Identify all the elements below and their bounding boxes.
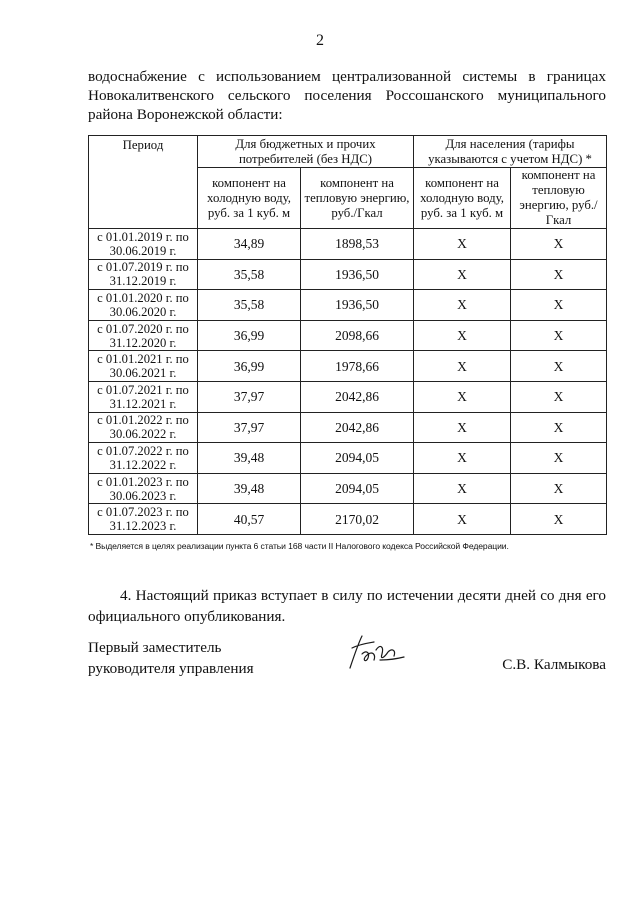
period-cell: с 01.01.2020 г. по 30.06.2020 г. [89,290,198,321]
cold-water-budget-cell: 35,58 [198,290,301,321]
period-cell: с 01.01.2023 г. по 30.06.2023 г. [89,473,198,504]
heat-budget-cell: 1978,66 [301,351,414,382]
cold-water-population-cell: X [414,320,511,351]
table-row [89,290,607,321]
table-row [89,443,607,474]
cold-water-population-cell: X [414,381,511,412]
tariff-rows [89,229,607,535]
table-row [89,504,607,535]
table-row [89,351,607,382]
heat-population-cell: X [511,320,607,351]
heat-budget-cell: 1898,53 [301,229,414,260]
heat-population-cell: X [511,504,607,535]
header-cold-water-budget: компонент на холодную воду, руб. за 1 куб. м [198,168,301,229]
heat-population-cell: X [511,443,607,474]
heat-budget-cell: 2098,66 [301,320,414,351]
heat-population-cell: X [511,473,607,504]
signatory-title-line-1: Первый заместитель [88,639,222,656]
table-row [89,229,607,260]
cold-water-budget-cell: 35,58 [198,259,301,290]
cold-water-budget-cell: 39,48 [198,443,301,474]
cold-water-budget-cell: 36,99 [198,351,301,382]
header-group-budget: Для бюджетных и прочих потребителей (без НДС) [198,136,414,168]
cold-water-budget-cell: 36,99 [198,320,301,351]
header-period: Период [89,136,198,229]
paragraph-4: 4. Настоящий приказ вступает в силу по истечении десяти дней со дня его официального опубликования. [88,587,606,625]
cold-water-budget-cell: 39,48 [198,473,301,504]
period-cell: с 01.01.2019 г. по 30.06.2019 г. [89,229,198,260]
heat-budget-cell: 2094,05 [301,473,414,504]
cold-water-population-cell: X [414,351,511,382]
table-row [89,320,607,351]
cold-water-population-cell: X [414,290,511,321]
heat-population-cell: X [511,351,607,382]
signatory-name: С.В. Калмыкова [502,656,606,673]
period-cell: с 01.07.2021 г. по 31.12.2021 г. [89,381,198,412]
period-cell: с 01.07.2023 г. по 31.12.2023 г. [89,504,198,535]
heat-budget-cell: 1936,50 [301,290,414,321]
cold-water-population-cell: X [414,473,511,504]
heat-population-cell: X [511,229,607,260]
heat-budget-cell: 2042,86 [301,381,414,412]
header-heat-population: компонент на тепловую энергию, руб./Гкал [511,168,607,229]
heat-population-cell: X [511,259,607,290]
page-number: 2 [316,32,324,49]
header-group-population: Для населения (тарифы указываются с учетом НДС) * [414,136,607,168]
period-cell: с 01.07.2022 г. по 31.12.2022 г. [89,443,198,474]
footnote: * Выделяется в целях реализации пункта 6 статьи 168 части II Налогового кодекса Российской Федерации. [90,541,509,551]
cold-water-budget-cell: 40,57 [198,504,301,535]
cold-water-population-cell: X [414,229,511,260]
heat-budget-cell: 2170,02 [301,504,414,535]
table-row [89,381,607,412]
cold-water-budget-cell: 37,97 [198,412,301,443]
heat-budget-cell: 2042,86 [301,412,414,443]
period-cell: с 01.01.2022 г. по 30.06.2022 г. [89,412,198,443]
table-row [89,259,607,290]
period-cell: с 01.01.2021 г. по 30.06.2021 г. [89,351,198,382]
cold-water-budget-cell: 37,97 [198,381,301,412]
heat-population-cell: X [511,412,607,443]
tariff-table [88,135,607,535]
heat-population-cell: X [511,381,607,412]
cold-water-population-cell: X [414,412,511,443]
cold-water-population-cell: X [414,443,511,474]
period-cell: с 01.07.2019 г. по 31.12.2019 г. [89,259,198,290]
cold-water-population-cell: X [414,259,511,290]
handwritten-signature [340,630,408,676]
cold-water-budget-cell: 34,89 [198,229,301,260]
header-cold-water-population: компонент на холодную воду, руб. за 1 куб. м [414,168,511,229]
table-row [89,473,607,504]
signatory-title [88,637,254,679]
signatory-title-line-2: руководителя управления [88,660,254,677]
table-row [89,412,607,443]
intro-text: водоснабжение с использованием централизованной системы в границах Новокалитвенского сельского поселения Россошанского муниципального района Воронежской области: [88,68,606,123]
heat-population-cell: X [511,290,607,321]
heat-budget-cell: 1936,50 [301,259,414,290]
cold-water-population-cell: X [414,504,511,535]
heat-budget-cell: 2094,05 [301,443,414,474]
period-cell: с 01.07.2020 г. по 31.12.2020 г. [89,320,198,351]
header-heat-budget: компонент на тепловую энергию, руб./Гкал [301,168,414,229]
